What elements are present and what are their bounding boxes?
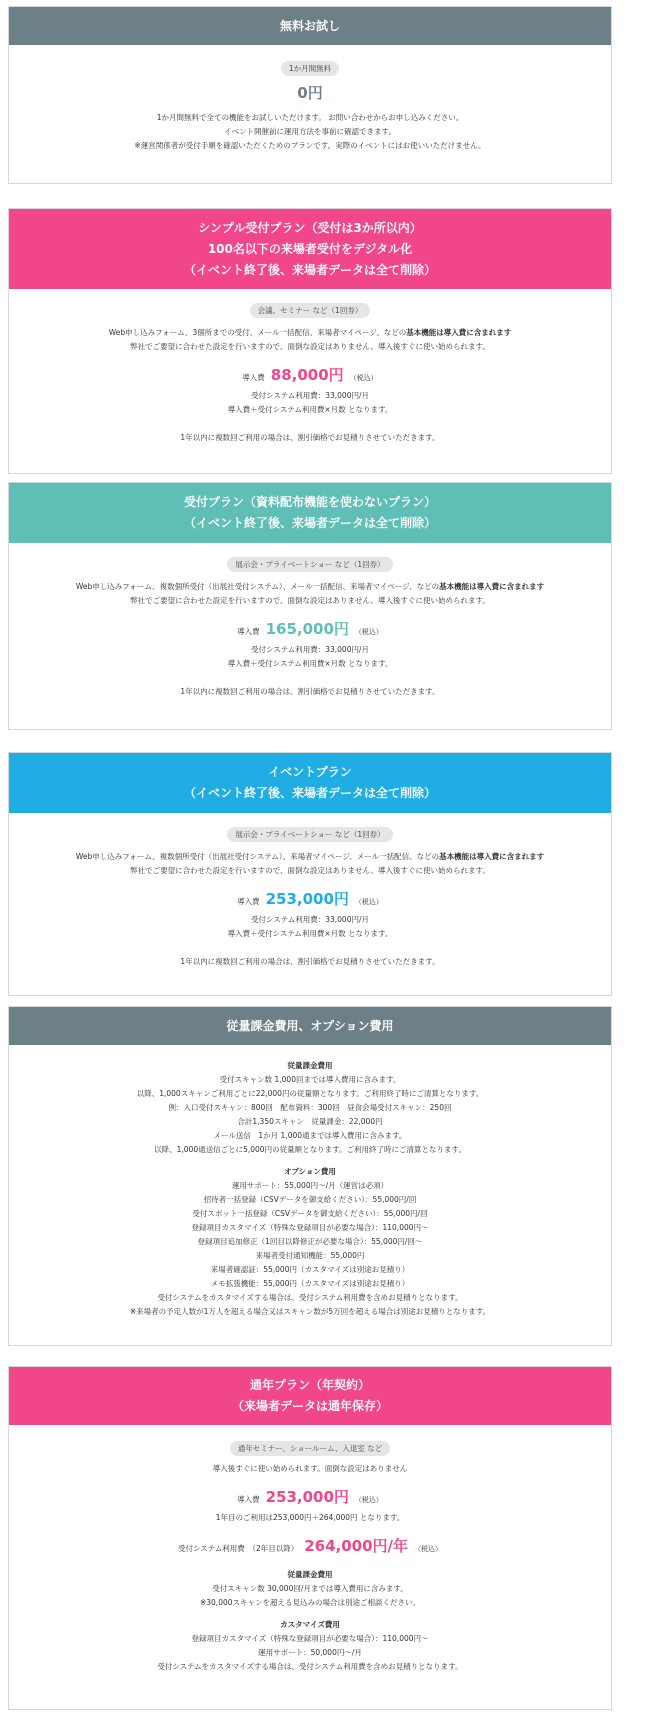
annual-intro: 導入後すぐに使い始められます。面倒な設定はありません [212,1464,408,1473]
event-pill: 展示会・プライベートショー など（1回券） [227,827,392,842]
tax-note: （税込） [349,374,378,382]
discount-note: 1年以内に複数回ご利用の場合は、割引価格でお見積りさせていただきます。 [180,687,440,696]
trial-plan-title: 無料お試し [279,18,340,33]
annual-metered-line: 受付スキャン数 30,000回/月までは導入費用に含みます。 [212,1584,408,1593]
reception-plan-title-line: （イベント終了後、来場者データは全て削除） [183,516,436,530]
simple-plan-title-line: （イベント終了後、来場者データは全て削除） [183,262,436,277]
trial-pill: 1か月間無料 [281,61,339,76]
simple-plan-card [8,208,612,474]
option-line: 受付スポット一括登録（CSVデータを御支給ください）：55,000円/回 [192,1209,428,1218]
reception-price: 165,000円 [265,620,349,638]
reception-plan-title-line: 受付プラン（資料配布機能を使わないプラン） [183,495,436,509]
annual-custom-heading: カスタマイズ費用 [280,1620,340,1629]
metered-heading: 従量課金費用 [287,1061,333,1070]
tax-note: （税込） [414,1545,443,1553]
event-desc: Web申し込みフォーム、複数個所受付（出展社受付システム）、来場者マイページ、メール一括配信、などの基本機能は導入費に含まれます [75,852,545,861]
simple-pill: 会議、セミナー など（1回券） [250,303,371,318]
annual-fee-row [9,1535,611,1556]
metered-line: 以降、1,000スキャンご利用ごとに22,000円の従量額となります。ご利用終了時にご清算となります。 [136,1089,484,1098]
annual-custom-line: 受付システムをカスタマイズする場合は、受付システム利用費を含めお見積りとなります。 [157,1662,463,1671]
annual-price: 253,000円 [265,1488,349,1506]
reception-pill: 展示会・プライベートショー など（1回券） [227,557,392,572]
fee-formula: 導入費＋受付システム利用費×月数 となります。 [227,659,393,668]
discount-note: 1年以内に複数回ご利用の場合は、割引価格でお見積りさせていただきます。 [180,433,440,442]
option-line: メモ拡張機能：55,000円（カスタマイズは別途お見積り） [210,1279,410,1288]
annual-plan-title-line: （来場者データは通年保存） [231,1399,388,1413]
trial-plan-card [8,6,612,184]
annual-pill: 通年セミナー、ショールーム、入退室 など [230,1441,391,1456]
options-title: 従量課金費用、オプション費用 [226,1018,394,1033]
fee-formula: 導入費＋受付システム利用費×月数 となります。 [227,929,393,938]
trial-line: ※運営関係者が受付手順を確認いただくためのプランです。実際のイベントにはお使いいただけません。 [134,141,486,150]
option-heading: オプション費用 [284,1167,336,1176]
annual-custom-line: 登録項目カスタマイズ（特殊な登録項目が必要な場合）：110,000円〜 [191,1634,429,1643]
annual-price-row [9,1486,611,1507]
option-line: 登録項目追加修正（1回目以降修正が必要な場合）：55,000円/回〜 [197,1237,423,1246]
reception-desc-2: 弊社でご要望に合わせた設定を行いますので、面倒な設定はありません。導入後すぐに使い始められます。 [130,596,490,605]
annual-first-year: 1年目のご利用は253,000円＋264,000円 となります。 [215,1513,405,1522]
reception-desc: Web申し込みフォーム、複数個所受付（出展社受付システム）、メール一括配信、来場者マイページ、などの基本機能は導入費に含まれます [75,582,545,591]
tax-note: （税込） [354,898,383,906]
metered-line: 受付スキャン数 1,000回までは導入費用に含みます。 [219,1075,401,1084]
reception-plan-card [8,482,612,730]
trial-plan-header [9,7,611,45]
options-card [8,1006,612,1346]
reception-price-row [9,618,611,639]
option-line: 登録項目カスタマイズ（特殊な登録項目が必要な場合）：110,000円〜 [191,1223,429,1232]
option-line: 受付システムをカスタマイズする場合は、受付システム利用費を含めお見積りとなります。 [157,1293,463,1302]
option-line: 来場者確認証：55,000円（カスタマイズは別途お見積り） [210,1265,410,1274]
annual-metered-line: ※30,000スキャンを超える見込みの場合は別途ご相談ください。 [199,1598,421,1607]
simple-plan-title-line: 100名以下の来場者受付をデジタル化 [207,241,413,256]
tax-note: （税込） [354,1496,383,1504]
simple-price: 88,000円 [270,366,344,384]
option-line: ※来場者の予定人数が1万人を超える場合又はスキャン数が5万回を超える場合は別途お見積りとなります。 [129,1307,491,1316]
trial-price: 0円 [297,84,323,102]
price-label: 導入費 [237,627,260,636]
tax-note: （税込） [354,628,383,636]
price-label: 導入費 [237,897,260,906]
metered-line: 合計1,350スキャン 従量課金：22,000円 [237,1117,383,1126]
metered-line: 以降、1,000通送信ごとに5,000円の従量額となります。ご利用終了時にご清算となります。 [154,1145,466,1154]
event-desc-2: 弊社でご要望に合わせた設定を行いますので、面倒な設定はありません。導入後すぐに使い始められます。 [130,866,490,875]
usage-fee: 受付システム利用費：33,000円/月 [250,645,370,654]
event-price-row [9,888,611,909]
event-plan-title-line: （イベント終了後、来場者データは全て削除） [183,786,436,800]
annual-custom-line: 運用サポート：50,000円〜/月 [258,1648,362,1657]
annual-plan-title-line: 通年プラン（年契約） [249,1378,370,1392]
simple-desc-2: 弊社でご要望に合わせた設定を行いますので、面倒な設定はありません。導入後すぐに使い始められます。 [130,342,490,351]
option-line: 運用サポート：55,000円〜/月（運営は必須） [231,1181,389,1190]
price-label: 導入費 [242,373,265,382]
event-plan-header [9,753,611,813]
annual-fee-label: 受付システム利用費 （2年目以降） [177,1544,299,1553]
simple-price-row [9,364,611,385]
simple-plan-title-line: シンプル受付プラン（受付は3か所以内） [198,220,422,235]
discount-note: 1年以内に複数回ご利用の場合は、割引価格でお見積りさせていただきます。 [180,957,440,966]
usage-fee: 受付システム利用費：33,000円/月 [250,915,370,924]
trial-line: 1か月間無料で全ての機能をお試しいただけます。 お問い合わせからお申し込みください。 [156,113,464,122]
annual-plan-header [9,1367,611,1425]
option-line: 招待者一括登録（CSVデータを御支給ください）：55,000円/回 [203,1195,417,1204]
trial-line: イベント開催前に運用方法を事前に確認できます。 [224,127,396,136]
reception-plan-header [9,483,611,543]
simple-desc: Web申し込みフォーム、3個所までの受付、メール一括配信、来場者マイページ、などの基本機能は導入費に含まれます [108,328,512,337]
event-plan-title-line: イベントプラン [268,765,352,779]
price-label: 導入費 [237,1495,260,1504]
annual-metered-heading: 従量課金費用 [287,1570,333,1579]
option-line: 来場者受付通知機能：55,000円 [255,1251,365,1260]
metered-line: メール送信 1か月 1,000通までは導入費用に含みます。 [213,1131,407,1140]
simple-plan-header [9,209,611,289]
fee-formula: 導入費＋受付システム利用費×月数 となります。 [227,405,393,414]
usage-fee: 受付システム利用費：33,000円/月 [250,391,370,400]
annual-plan-card [8,1366,612,1710]
options-header [9,1007,611,1045]
metered-line: 例：入口受付スキャン：800回 配布資料：300回 昼食会場受付スキャン：250回 [168,1103,452,1112]
event-plan-card [8,752,612,996]
event-price: 253,000円 [265,890,349,908]
annual-fee-price: 264,000円/年 [304,1537,409,1555]
